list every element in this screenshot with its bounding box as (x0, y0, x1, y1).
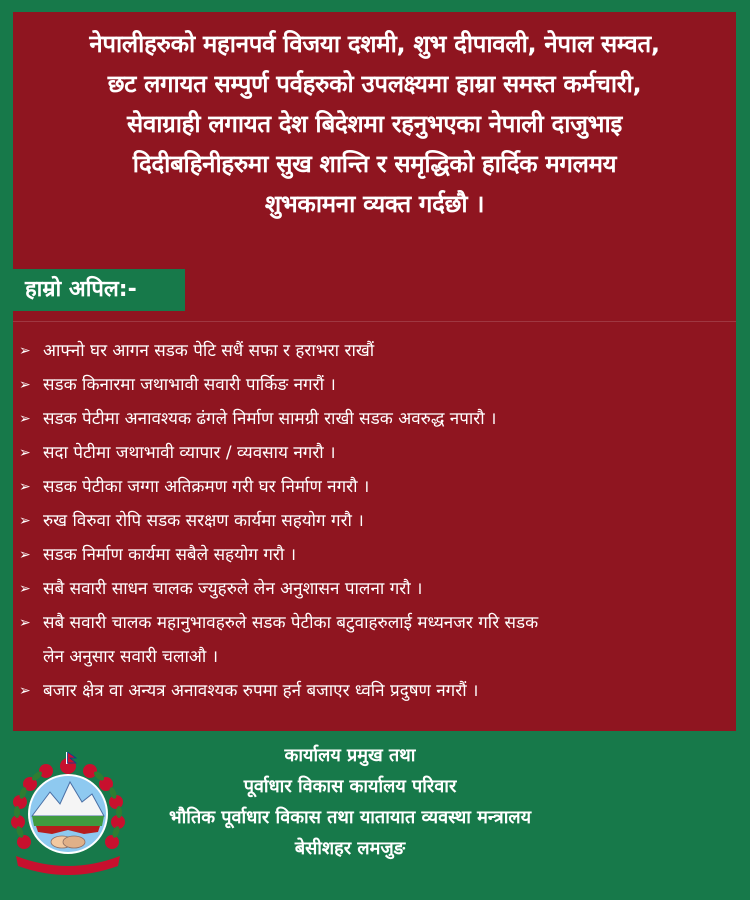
arrow-bullet-icon: ➢ (19, 411, 31, 427)
footer-line: पूर्वाधार विकास कार्यालय परिवार (243, 776, 457, 797)
appeal-item (13, 504, 736, 538)
appeal-header: हाम्रो अपिल:- (13, 269, 185, 311)
greeting-panel (13, 12, 736, 731)
arrow-bullet-icon: ➢ (19, 343, 31, 359)
greeting-line: दिदीबहिनीहरुमा सुख शान्ति र समृद्धिको हार्दिक मगलमय (132, 150, 617, 178)
appeal-item-text: सदा पेटीमा जथाभावी व्यापार / व्यवसाय नगरौ । (43, 443, 336, 463)
appeal-item (13, 368, 736, 402)
appeal-item-text: लेन अनुसार सवारी चलाऔ । (43, 647, 219, 667)
divider (13, 321, 736, 322)
arrow-bullet-icon: ➢ (19, 581, 31, 597)
footer-signature (140, 740, 560, 864)
appeal-item-text: सबै सवारी साधन चालक ज्युहरुले लेन अनुशासन पालना गरौ । (43, 579, 423, 599)
appeal-item (13, 402, 736, 436)
appeal-item-text: रुख विरुवा रोपि सडक सरक्षण कार्यमा सहयोग गरौ । (43, 511, 364, 531)
arrow-bullet-icon: ➢ (19, 377, 31, 393)
appeal-item (13, 470, 736, 504)
arrow-bullet-icon: ➢ (19, 615, 31, 631)
appeal-item (13, 606, 736, 674)
greeting-message (13, 24, 736, 224)
appeal-item-text: आफ्नो घर आगन सडक पेटि सधैं सफा र हराभरा राखौं (43, 341, 375, 361)
appeal-item-text: सडक किनारमा जथाभावी सवारी पार्किङ नगरौं । (43, 375, 336, 395)
arrow-bullet-icon: ➢ (19, 513, 31, 529)
appeal-item-text: सडक पेटीमा अनावश्यक ढंगले निर्माण सामग्री राखी सडक अवरुद्ध नपारौ । (43, 409, 497, 429)
greeting-line: सेवाग्राही लगायत देश बिदेशमा रहनुभएका नेपाली दाजुभाइ (127, 110, 622, 138)
footer-line: बेसीशहर लमजुङ (294, 838, 406, 859)
greeting-line: नेपालीहरुको महानपर्व विजया दशमी, शुभ दीपावली, नेपाल सम्वत, (89, 30, 660, 58)
appeal-item (13, 538, 736, 572)
arrow-bullet-icon: ➢ (19, 683, 31, 699)
nepal-government-emblem-icon (6, 752, 130, 880)
appeal-item-text: सबै सवारी चालक महानुभावहरुले सडक पेटीका बटुवाहरुलाई मध्यनजर गरि सडक (43, 613, 539, 633)
footer-line: भौतिक पूर्वाधार विकास तथा यातायात व्यवस्था मन्त्रालय (168, 807, 532, 828)
greeting-line: छट लगायत सम्पुर्ण पर्वहरुको उपलक्ष्यमा हाम्रा समस्त कर्मचारी, (107, 70, 642, 98)
arrow-bullet-icon: ➢ (19, 445, 31, 461)
arrow-bullet-icon: ➢ (19, 547, 31, 563)
appeal-item (13, 436, 736, 470)
appeal-item-text: सडक निर्माण कार्यमा सबैले सहयोग गरौ । (43, 545, 297, 565)
appeal-item (13, 572, 736, 606)
appeal-item (13, 334, 736, 368)
arrow-bullet-icon: ➢ (19, 479, 31, 495)
greeting-line: शुभकामना व्यक्त गर्दछौ । (264, 190, 485, 218)
appeal-item-text: सडक पेटीका जग्गा अतिक्रमण गरी घर निर्माण नगरौ । (43, 477, 370, 497)
appeal-item-text: बजार क्षेत्र वा अन्यत्र अनावश्यक रुपमा हर्न बजाएर ध्वनि प्रदुषण नगरौं । (43, 681, 479, 701)
appeal-item (13, 674, 736, 708)
appeal-list (13, 334, 736, 708)
footer-line: कार्यालय प्रमुख तथा (284, 745, 416, 766)
